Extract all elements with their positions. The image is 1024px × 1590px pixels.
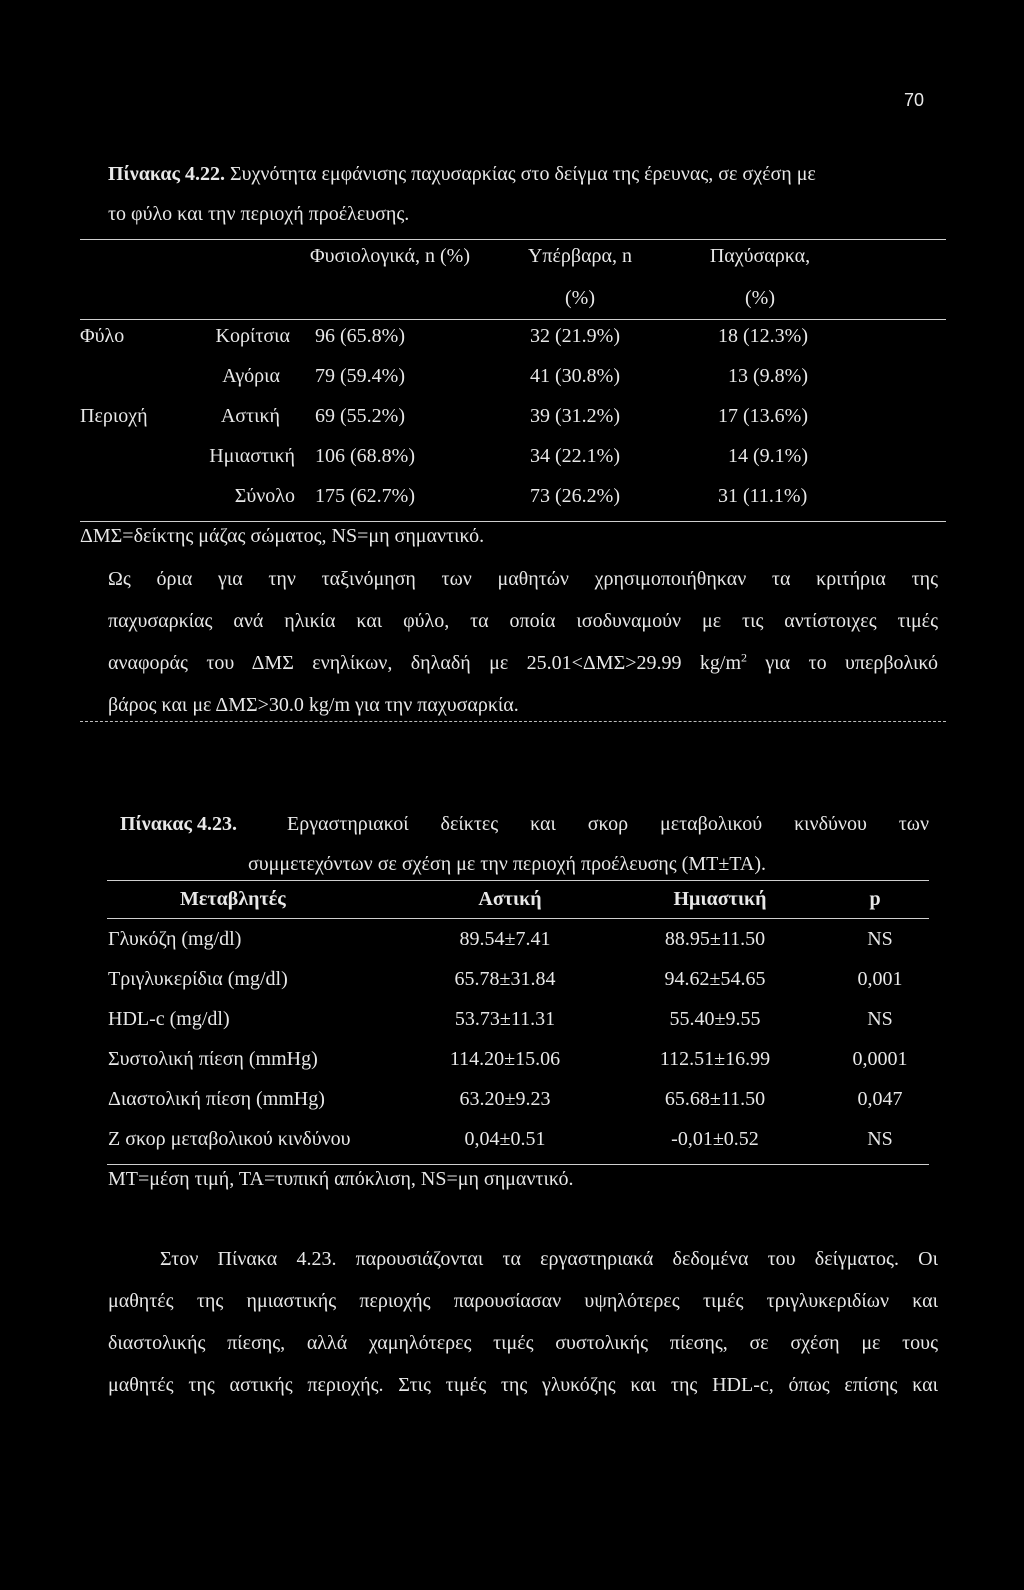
table2-cell-p: 0,0001 xyxy=(852,1048,908,1070)
table2-header-variables: Μεταβλητές xyxy=(180,888,286,910)
table1-cell-normal: 79 (59.4%) xyxy=(315,365,405,387)
table1-cell-obese: 17 (13.6%) xyxy=(718,405,808,427)
table2-caption-label: Πίνακας 4.23. xyxy=(120,813,237,835)
table1-group-label: Φύλο xyxy=(80,325,125,347)
table2-cell-p: 0,047 xyxy=(857,1088,903,1110)
paragraph2-line: μαθητές της αστικής περιοχής. Στις τιμές της γλυκόζης και της HDL-c, όπως επίσης και xyxy=(108,1374,938,1396)
table2-row-variable: Συστολική πίεση (mmHg) xyxy=(108,1048,318,1070)
table2-cell-urban: 89.54±7.41 xyxy=(459,928,551,950)
table1-caption-label: Πίνακας 4.22. xyxy=(108,163,225,185)
table2-top-rule xyxy=(107,880,929,881)
paragraph1-line: παχυσαρκίας ανά ηλικία και φύλο, τα οποία ισοδυναμούν με τις αντίστοιχες τιμές xyxy=(108,610,938,632)
table1-cell-obese: 31 (11.1%) xyxy=(718,485,808,507)
table1-cell-overweight: 39 (31.2%) xyxy=(530,405,620,427)
table2-caption-text-2: συμμετεχόντων σε σχέση με την περιοχή προέλευσης (ΜΤ±ΤΑ). xyxy=(248,853,767,875)
paragraph2-line: Στον Πίνακα 4.23. παρουσιάζονται τα εργαστηριακά δεδομένα του δείγματος. Οι xyxy=(160,1248,938,1270)
table2-cell-semi-urban: 65.68±11.50 xyxy=(664,1088,766,1110)
paragraph1-line3-text-end: για το υπερβολικό xyxy=(747,652,939,674)
table2-row-variable: Τριγλυκερίδια (mg/dl) xyxy=(108,968,288,990)
paragraph1-line-3 xyxy=(108,652,938,675)
table2-header-p: p xyxy=(869,888,881,910)
table1-cell-normal: 106 (68.8%) xyxy=(315,445,415,467)
table1-header-rule xyxy=(80,319,946,320)
table1-cell-overweight: 34 (22.1%) xyxy=(530,445,620,467)
table2-cell-urban: 63.20±9.23 xyxy=(459,1088,551,1110)
table1-cell-normal: 96 (65.8%) xyxy=(315,325,405,347)
table2-cell-p: NS xyxy=(867,1128,893,1150)
paragraph1-line: Ως όρια για την ταξινόμηση των μαθητών χρησιμοποιήθηκαν τα κριτήρια της xyxy=(108,568,938,590)
table1-row-label: Ημιαστική xyxy=(209,445,295,467)
table1-row-label: Κορίτσια xyxy=(215,325,290,347)
page-number: 70 xyxy=(904,90,925,110)
table1-cell-obese: 18 (12.3%) xyxy=(718,325,808,347)
table1-header-obese-2: (%) xyxy=(745,287,775,309)
table2-cell-urban: 0,04±0.51 xyxy=(464,1128,546,1150)
paragraph1-line3-text: αναφοράς του ΔΜΣ ενηλίκων, δηλαδή με 25.01<ΔΜΣ>29.99 kg/m xyxy=(108,652,742,674)
table1-header-obese-1: Παχύσαρκα, xyxy=(709,245,811,267)
table2-header-semi-urban: Ημιαστική xyxy=(673,888,767,910)
paragraph2-line: διαστολικής πίεσης, αλλά χαμηλότερες τιμές συστολικής πίεσης, σε σχέση με τους xyxy=(108,1332,938,1354)
paragraph2-line: μαθητές της ημιαστικής περιοχής παρουσίασαν υψηλότερες τιμές τριγλυκεριδίων και xyxy=(108,1290,938,1312)
table2-cell-semi-urban: -0,01±0.52 xyxy=(671,1128,759,1150)
table1-cell-obese: 14 (9.1%) xyxy=(728,445,808,467)
table2-cell-urban: 114.20±15.06 xyxy=(449,1048,561,1070)
table1-cell-normal: 69 (55.2%) xyxy=(315,405,405,427)
table1-cell-overweight: 41 (30.8%) xyxy=(530,365,620,387)
table1-row-label: Αστική xyxy=(220,405,280,427)
paragraph1-line3-superscript: 2 xyxy=(741,650,748,665)
table1-cell-overweight: 32 (21.9%) xyxy=(530,325,620,347)
table1-cell-overweight: 73 (26.2%) xyxy=(530,485,620,507)
table2-header-urban: Αστική xyxy=(478,888,542,910)
table2-cell-p: NS xyxy=(867,928,893,950)
table2-caption-text-1: Εργαστηριακοί δείκτες και σκορ μεταβολικού κινδύνου των xyxy=(287,813,929,835)
table2-cell-semi-urban: 88.95±11.50 xyxy=(664,928,766,950)
table2-row-variable: HDL-c (mg/dl) xyxy=(108,1008,230,1030)
table2-header-rule xyxy=(107,918,929,919)
table2-row-variable: Z σκορ μεταβολικού κινδύνου xyxy=(108,1128,351,1150)
table2-cell-semi-urban: 94.62±54.65 xyxy=(664,968,766,990)
table1-top-rule xyxy=(80,239,946,240)
table2-footnote: ΜΤ=μέση τιμή, ΤΑ=τυπική απόκλιση, NS=μη σημαντικό. xyxy=(108,1168,574,1190)
table1-cell-obese: 13 (9.8%) xyxy=(728,365,808,387)
table2-cell-urban: 65.78±31.84 xyxy=(454,968,556,990)
table1-footnote: ΔΜΣ=δείκτης μάζας σώματος, NS=μη σημαντικό. xyxy=(80,525,485,547)
table1-row-label-total: Σύνολο xyxy=(234,485,295,507)
paragraph1-line: βάρος και με ΔΜΣ>30.0 kg/m για την παχυσαρκία. xyxy=(108,694,519,716)
table2-cell-p: NS xyxy=(867,1008,893,1030)
table2-cell-p: 0,001 xyxy=(857,968,903,990)
table1-cell-normal: 175 (62.7%) xyxy=(315,485,415,507)
table1-bottom-rule xyxy=(80,521,946,522)
table2-cell-semi-urban: 112.51±16.99 xyxy=(659,1048,771,1070)
table1-row-label: Αγόρια xyxy=(222,365,280,387)
table2-bottom-rule xyxy=(107,1164,929,1165)
table2-row-variable: Διαστολική πίεση (mmHg) xyxy=(108,1088,325,1110)
table2-cell-urban: 53.73±11.31 xyxy=(454,1008,556,1030)
table2-row-variable: Γλυκόζη (mg/dl) xyxy=(108,928,242,950)
table1-header-normal: Φυσιολογικά, n (%) xyxy=(310,245,470,267)
table1-header-overweight-1: Υπέρβαρα, n xyxy=(527,245,633,267)
table2-cell-semi-urban: 55.40±9.55 xyxy=(669,1008,761,1030)
table1-caption-text-1: Συχνότητα εμφάνισης παχυσαρκίας στο δείγμα της έρευνας, σε σχέση με xyxy=(229,163,816,185)
table1-caption xyxy=(108,163,816,186)
table1-group-label: Περιοχή xyxy=(80,405,148,427)
table1-header-overweight-2: (%) xyxy=(565,287,595,309)
section-divider xyxy=(80,721,946,722)
table1-caption-continued: το φύλο και την περιοχή προέλευσης. xyxy=(108,203,410,225)
